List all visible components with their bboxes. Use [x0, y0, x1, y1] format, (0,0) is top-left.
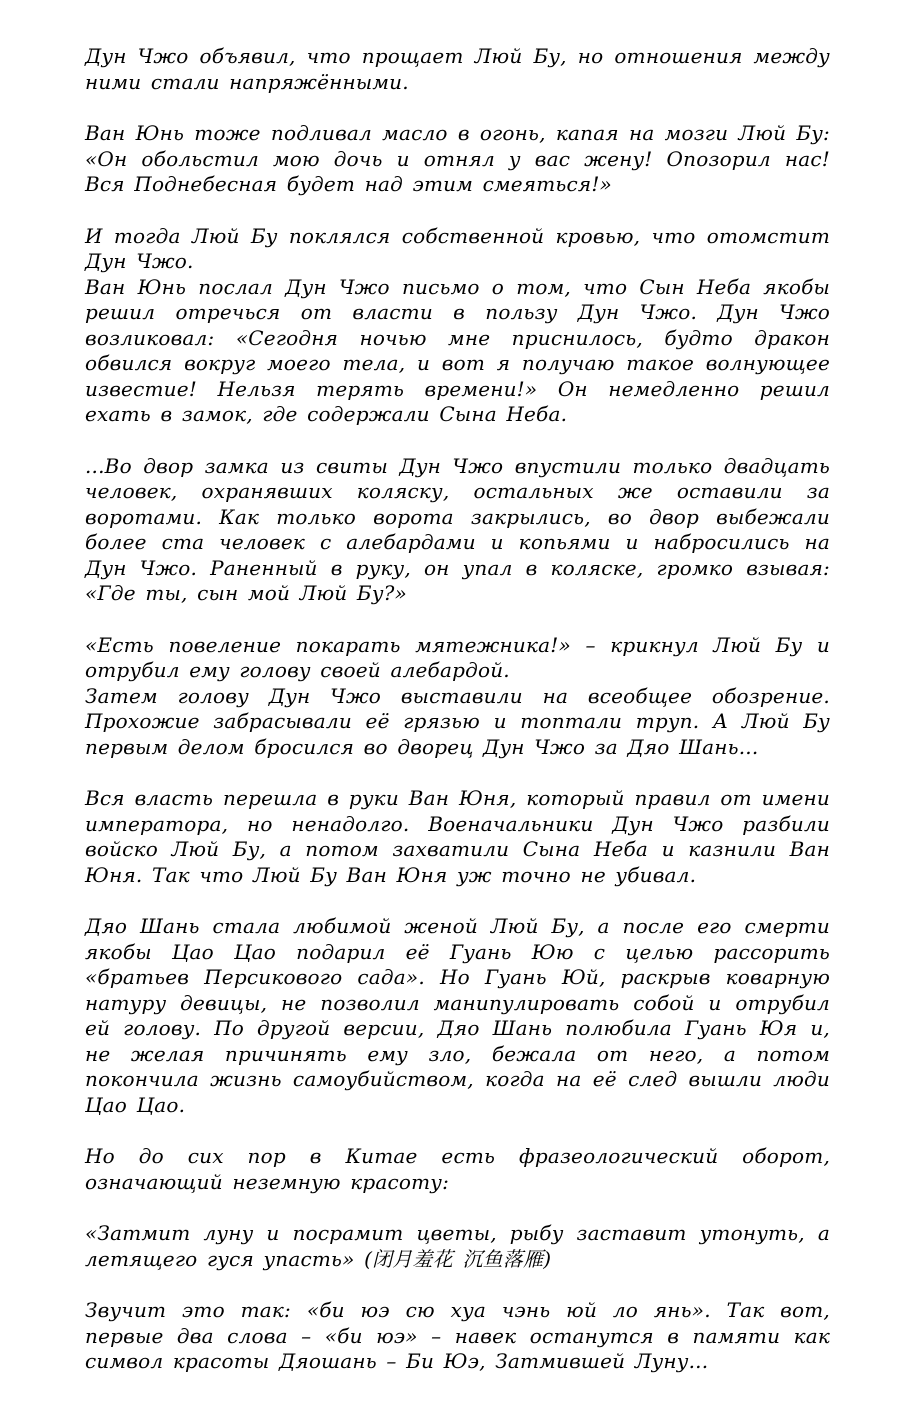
paragraph-text: ...Во двор замка из свиты Дун Чжо впустили только двадцать человек, охранявших коляску, остальных же оставили за воротами. Как только ворота закрылись, во двор выбежали более ста человек с алебардами и копьями и набросились на Дун Чжо. Раненный в руку, он упал в коляске, громко взывая: «Где ты, сын мой Люй Бу?»	[85, 453, 830, 605]
paragraph-text: Но до сих пор в Китае есть фразеологический оборот, означающий неземную красоту:	[85, 1144, 830, 1194]
paragraph	[85, 1298, 830, 1375]
paragraph-text: Дун Чжо объявил, что прощает Люй Бу, но отношения между ними стали напряжёнными.	[85, 44, 830, 94]
paragraph-text: Затем голову Дун Чжо выставили на всеобщее обозрение. Прохожие забрасывали её грязью и топтали труп. А Люй Бу первым делом бросился во дворец Дун Чжо за Дяо Шань...	[85, 683, 830, 759]
paragraph	[85, 121, 830, 198]
paragraph	[85, 1221, 830, 1272]
paragraph	[85, 1144, 830, 1195]
paragraph	[85, 224, 830, 428]
paragraph	[85, 44, 830, 95]
paragraph	[85, 633, 830, 761]
paragraph-text: Звучит это так: «би юэ сю хуа чэнь юй ло янь». Так вот, первые два слова – «би юэ» – навек останутся в памяти как символ красоты Дяошань – Би Юэ, Затмившей Луну...	[85, 1298, 830, 1373]
paragraph-text: «Есть повеление покарать мятежника!» – крикнул Люй Бу и отрубил ему голову своей алебардой.	[85, 632, 830, 682]
paragraph-text: Ван Юнь послал Дун Чжо письмо о том, что Сын Неба якобы решил отречься от власти в пользу Дун Чжо. Дун Чжо возликовал: «Сегодня ночью мне приснилось, будто дракон обвился вокруг моего тела, и вот я получаю такое волнующее известие! Нельзя терять времени!» Он немедленно решил ехать в замок, где содержали Сына Неба.	[85, 274, 830, 426]
paragraph-text: Вся власть перешла в руки Ван Юня, который правил от имени императора, но ненадолго. Военачальники Дун Чжо разбили войско Люй Бу, а потом захватили Сына Неба и казнили Ван Юня. Так что Люй Бу Ван Юня уж точно не убивал.	[85, 786, 830, 887]
paragraph	[85, 914, 830, 1118]
paragraph-text: «Затмит луну и посрамит цветы, рыбу заставит утонуть, а летящего гуся упасть» (闭月羞花 沉鱼落雁)	[85, 1221, 830, 1271]
paragraph-text: Дяо Шань стала любимой женой Люй Бу, а после его смерти якобы Цао Цао подарил её Гуань Юю с целью рассорить «братьев Персикового сада». Но Гуань Юй, раскрыв коварную натуру девицы, не позволил манипулировать собой и отрубил ей голову. По другой версии, Дяо Шань полюбила Гуань Юя и, не желая причинять ему зло, бежала от него, а потом покончила жизнь самоубийством, когда на её след вышли люди Цао Цао.	[85, 914, 830, 1117]
paragraph	[85, 454, 830, 607]
paragraph-text: Ван Юнь тоже подливал масло в огонь, капая на мозги Люй Бу: «Он обольстил мою дочь и отнял у вас жену! Опозорил нас! Вся Поднебесная будет над этим смеяться!»	[85, 121, 830, 196]
paragraph	[85, 786, 830, 888]
paragraph-text: И тогда Люй Бу поклялся собственной кровью, что отомстит Дун Чжо.	[85, 223, 830, 273]
